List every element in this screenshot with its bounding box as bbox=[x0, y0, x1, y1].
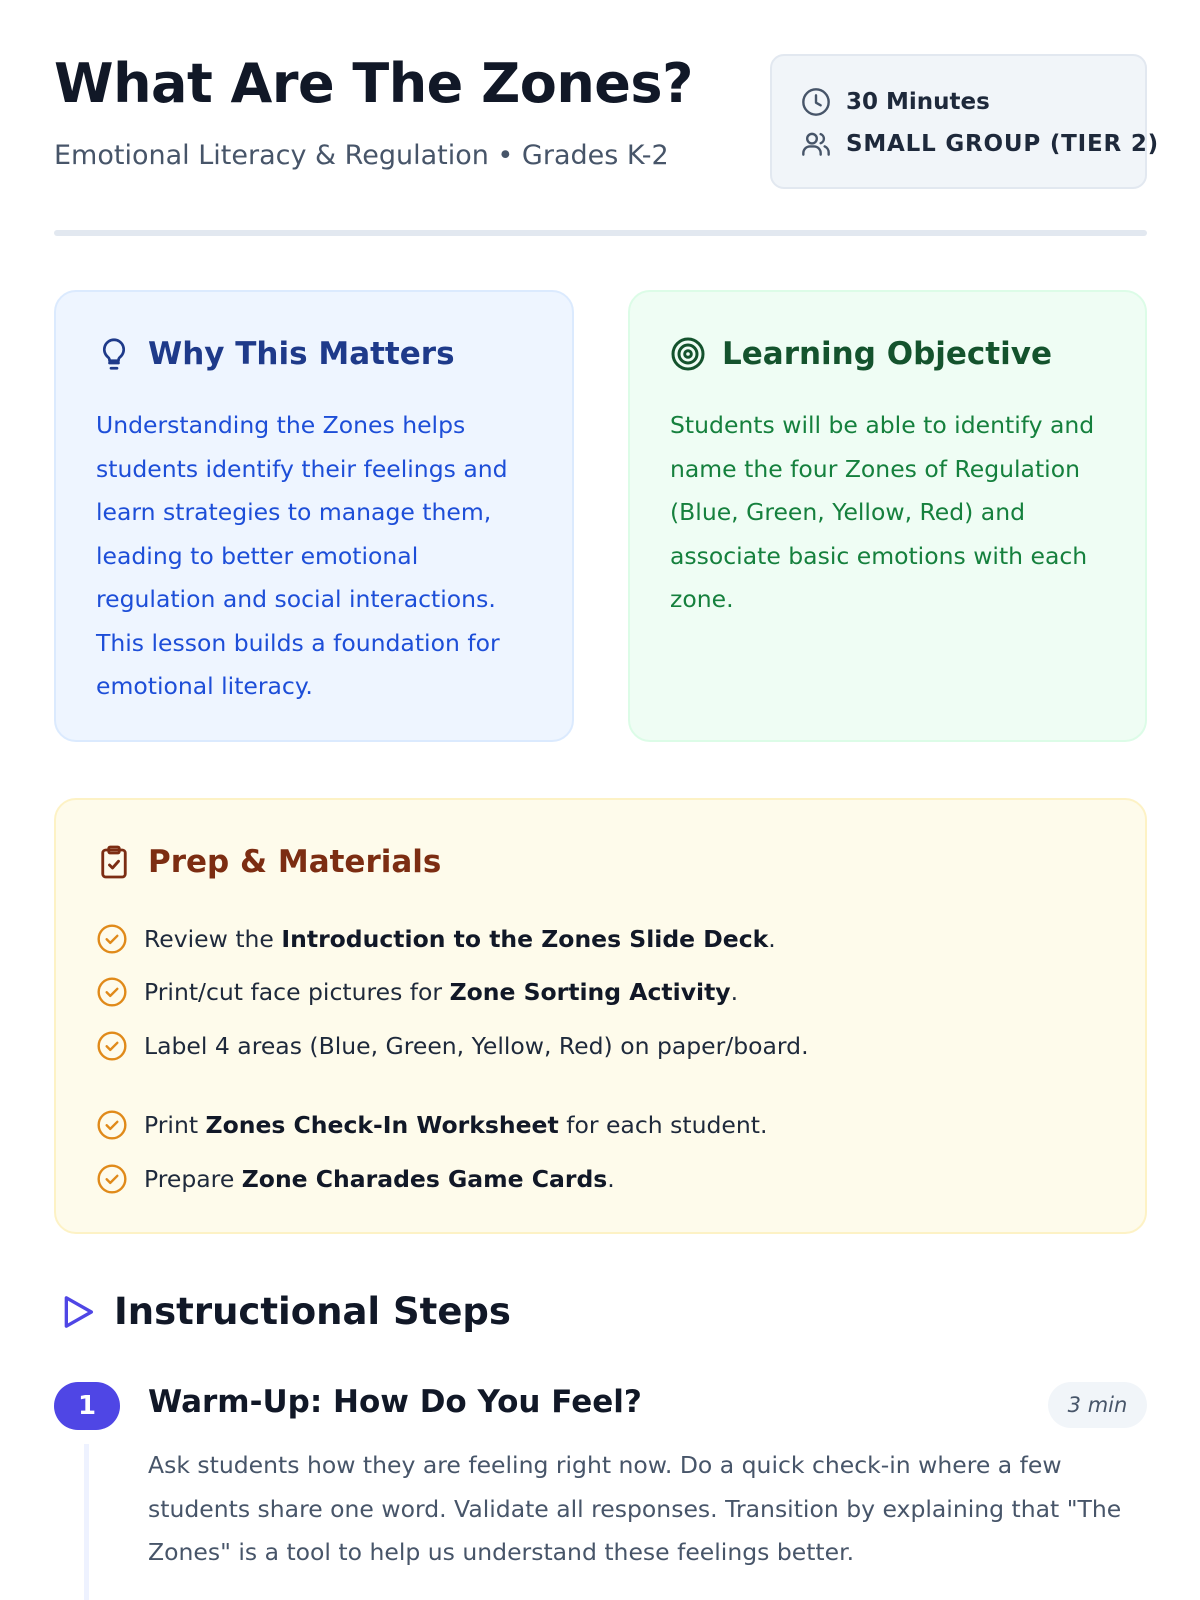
step-timeline-line bbox=[84, 1444, 89, 1600]
lesson-meta-box bbox=[770, 54, 1159, 189]
why-card-body: Understanding the Zones helps students identify their feelings and learn strategies to manage them, leading to better emotional regulation and social interactions. This lesson builds a foundation for emotional literacy. bbox=[96, 411, 508, 700]
prep-item-text: Prepare Zone Charades Game Cards. bbox=[144, 1164, 615, 1193]
duration-row bbox=[800, 86, 990, 118]
check-circle-icon bbox=[96, 976, 128, 1008]
step-time-badge: 3 min bbox=[1048, 1382, 1147, 1428]
prep-item-text: Label 4 areas (Blue, Green, Yellow, Red) on paper/board. bbox=[144, 1031, 809, 1060]
page-title: What Are The Zones? bbox=[54, 52, 693, 115]
check-circle-icon bbox=[96, 1109, 128, 1141]
check-circle-icon bbox=[96, 1163, 128, 1195]
group-row bbox=[800, 128, 1159, 160]
learning-objective-card bbox=[628, 290, 1147, 742]
duration-label: 30 Minutes bbox=[846, 89, 990, 115]
objective-card-heading: Learning Objective bbox=[722, 336, 1052, 372]
prep-item bbox=[96, 1099, 809, 1153]
objective-card-header bbox=[670, 336, 1052, 372]
instructional-steps-header bbox=[58, 1290, 511, 1333]
page-subtitle: Emotional Literacy & Regulation • Grades K-2 bbox=[54, 140, 669, 171]
clock-icon bbox=[800, 86, 832, 118]
step-number-badge: 1 bbox=[54, 1382, 120, 1430]
prep-item-text: Print Zones Check-In Worksheet for each student. bbox=[144, 1111, 768, 1140]
target-icon bbox=[670, 336, 706, 372]
why-card-heading: Why This Matters bbox=[148, 336, 455, 372]
why-card-header bbox=[96, 336, 455, 372]
prep-card-heading: Prep & Materials bbox=[148, 844, 442, 880]
prep-item bbox=[96, 966, 809, 1020]
header-divider bbox=[54, 230, 1147, 236]
step-description: Ask students how they are feeling right now. Do a quick check-in where a few students share one word. Validate all responses. Transition by explaining that "The Zones" is a tool to help us understand these feelings better. bbox=[148, 1451, 1122, 1566]
group-label: SMALL GROUP (TIER 2) bbox=[846, 131, 1159, 157]
users-icon bbox=[800, 128, 832, 160]
check-circle-icon bbox=[96, 923, 128, 955]
play-icon bbox=[58, 1291, 98, 1333]
prep-item bbox=[96, 1152, 809, 1206]
check-circle-icon bbox=[96, 1030, 128, 1062]
prep-item-text: Print/cut face pictures for Zone Sorting Activity. bbox=[144, 978, 739, 1007]
clipboard-check-icon bbox=[96, 844, 132, 880]
prep-card-header bbox=[96, 844, 441, 880]
prep-item bbox=[96, 912, 809, 966]
prep-list bbox=[96, 912, 809, 1206]
lightbulb-icon bbox=[96, 336, 132, 372]
prep-item-text: Review the Introduction to the Zones Slide Deck. bbox=[144, 924, 776, 953]
prep-materials-card bbox=[54, 798, 1147, 1234]
objective-card-body: Students will be able to identify and name the four Zones of Regulation (Blue, Green, Yellow, Red) and associate basic emotions with each zone. bbox=[670, 411, 1095, 613]
instructional-steps-heading: Instructional Steps bbox=[114, 1290, 511, 1333]
step-title: Warm-Up: How Do You Feel? bbox=[148, 1384, 642, 1420]
why-this-matters-card bbox=[54, 290, 574, 742]
prep-item bbox=[96, 1019, 809, 1073]
